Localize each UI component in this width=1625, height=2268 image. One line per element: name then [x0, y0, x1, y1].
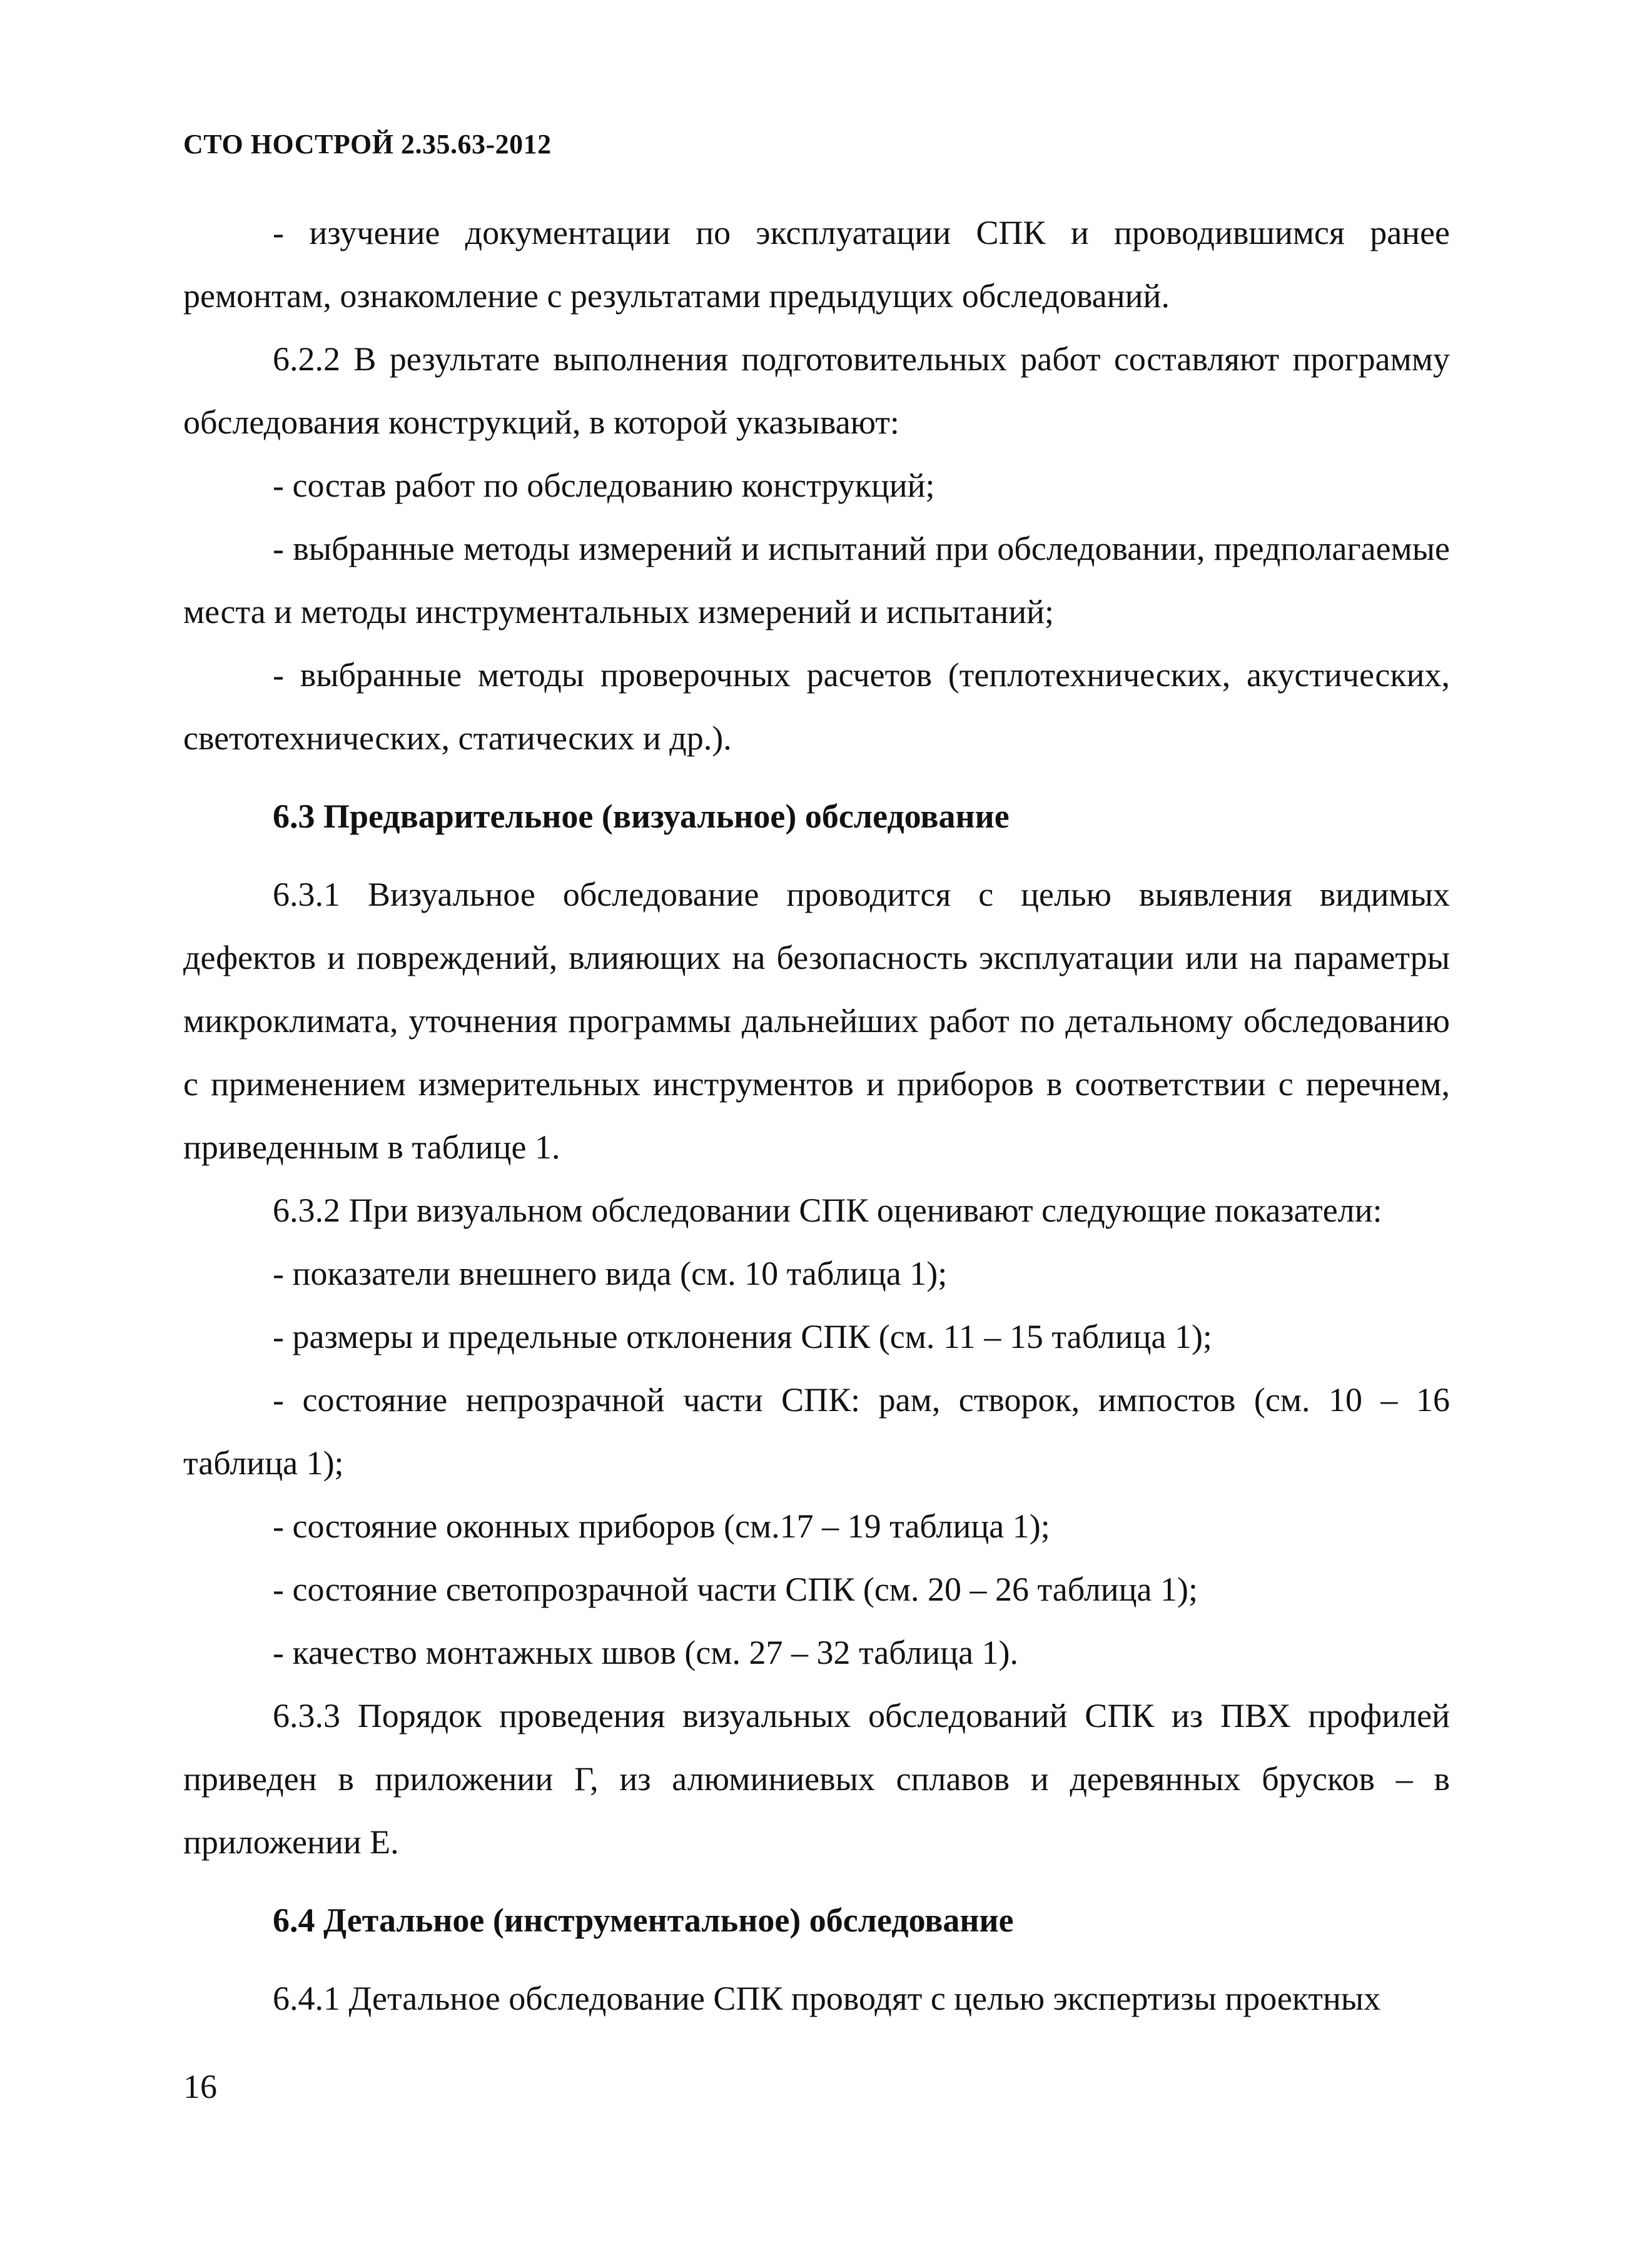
list-item: - состояние непрозрачной части СПК: рам, створок, импостов (см. 10 – 16 таблица 1);	[183, 1381, 1450, 1482]
paragraph: 6.3.1 Визуальное обследование проводится с целью выявления видимых дефектов и повреждений, влияющих на безопасность эксплуатации или на параметры микроклимата, уточнения программы дальнейших работ по детальному обследованию с применением измерительных инструментов и приборов в соответствии с перечнем, приведенным в таблице 1.	[183, 876, 1450, 1166]
document-body	[183, 201, 1450, 2030]
page-number: 16	[183, 2068, 217, 2105]
paragraph: 6.3.3 Порядок проведения визуальных обследований СПК из ПВХ профилей приведен в приложении Г, из алюминиевых сплавов и деревянных брусков – в приложении Е.	[183, 1697, 1450, 1861]
list-item: - качество монтажных швов (см. 27 – 32 таблица 1).	[273, 1634, 1019, 1671]
list-item: - показатели внешнего вида (см. 10 таблица 1);	[273, 1255, 948, 1292]
paragraph: - изучение документации по эксплуатации СПК и проводившимся ранее ремонтам, ознакомление с результатами предыдущих обследований.	[183, 214, 1450, 315]
paragraph: 6.4.1 Детальное обследование СПК проводят с целью экспертизы проектных	[273, 1980, 1381, 2017]
list-item: - выбранные методы проверочных расчетов (теплотехнических, акустических, светотехнических, статических и др.).	[183, 656, 1450, 757]
paragraph: 6.3.2 При визуальном обследовании СПК оценивают следующие показатели:	[273, 1192, 1382, 1229]
paragraph: 6.2.2 В результате выполнения подготовительных работ составляют программу обследования конструкций, в которой указывают:	[183, 340, 1450, 441]
list-item: - состояние светопрозрачной части СПК (см. 20 – 26 таблица 1);	[273, 1571, 1198, 1608]
document-code-header: СТО НОСТРОЙ 2.35.63-2012	[183, 129, 552, 159]
list-item: - размеры и предельные отклонения СПК (см. 11 – 15 таблица 1);	[273, 1318, 1212, 1355]
section-heading: 6.3 Предварительное (визуальное) обследование	[273, 797, 1010, 835]
section-heading: 6.4 Детальное (инструментальное) обследование	[273, 1901, 1014, 1939]
list-item: - выбранные методы измерений и испытаний при обследовании, предполагаемые места и методы инструментальных измерений и испытаний;	[183, 530, 1450, 630]
list-item: - состояние оконных приборов (см.17 – 19 таблица 1);	[273, 1507, 1050, 1545]
list-item: - состав работ по обследованию конструкций;	[273, 467, 935, 504]
